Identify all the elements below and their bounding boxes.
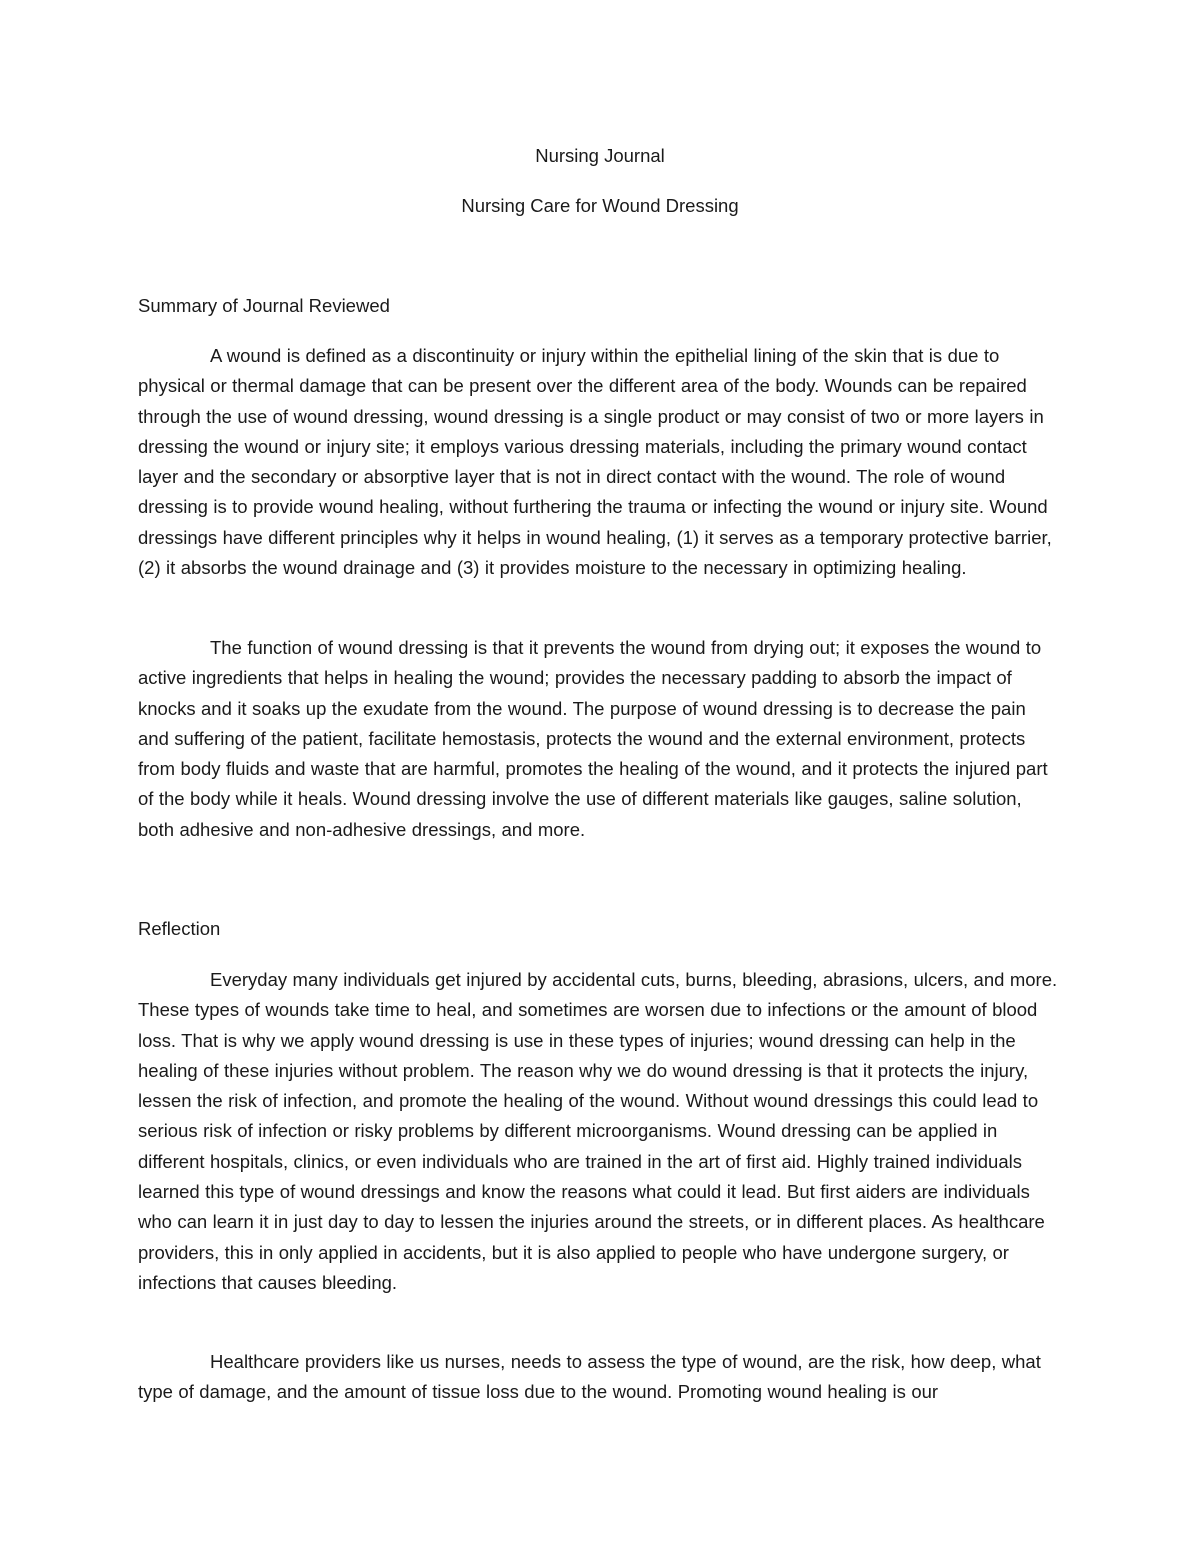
reflection-paragraph-2: Healthcare providers like us nurses, needs to assess the type of wound, are the risk, how deep, what type of damage, and the amount of tissue loss due to the wound. Promoting wound healing is our — [138, 1351, 1041, 1403]
document-title: Nursing Journal — [535, 145, 665, 166]
section-heading-summary: Summary of Journal Reviewed — [138, 295, 390, 316]
document-subtitle: Nursing Care for Wound Dressing — [461, 195, 739, 216]
summary-paragraph-1: A wound is defined as a discontinuity or injury within the epithelial lining of the skin that is due to physical or thermal damage that can be present over the different area of the body. Wounds can be repaired through the use of wound dressing, wound dressing is a single product or may consist of two or more layers in dressing the wound or injury site; it employs various dressing materials, including the primary wound contact layer and the secondary or absorptive layer that is not in direct contact with the wound. The role of wound dressing is to provide wound healing, without furthering the trauma or infecting the wound or injury site. Wound dressings have different principles why it helps in wound healing, (1) it serves as a temporary protective barrier, (2) it absorbs the wound drainage and (3) it provides moisture to the necessary in optimizing healing. — [138, 345, 1052, 579]
section-heading-reflection: Reflection — [138, 918, 221, 939]
summary-paragraph-2: The function of wound dressing is that it prevents the wound from drying out; it exposes the wound to active ingredients that helps in healing the wound; provides the necessary padding to absorb the impact of knocks and it soaks up the exudate from the wound. The purpose of wound dressing is to decrease the pain and suffering of the patient, facilitate hemostasis, protects the wound and the external environment, protects from body fluids and waste that are harmful, promotes the healing of the wound, and it protects the injured part of the body while it heals. Wound dressing involve the use of different materials like gauges, saline solution, both adhesive and non-adhesive dressings, and more. — [138, 637, 1048, 840]
reflection-paragraph-1: Everyday many individuals get injured by accidental cuts, burns, bleeding, abrasions, ulcers, and more. These types of wounds take time to heal, and sometimes are worsen due to infections or the amount of blood loss. That is why we apply wound dressing is use in these types of injuries; wound dressing can help in the healing of these injuries without problem. The reason why we do wound dressing is that it protects the injury, lessen the risk of infection, and promote the healing of the wound. Without wound dressings this could lead to serious risk of infection or risky problems by different microorganisms. Wound dressing can be applied in different hospitals, clinics, or even individuals who are trained in the art of first aid. Highly trained individuals learned this type of wound dressings and know the reasons what could it lead. But first aiders are individuals who can learn it in just day to day to lessen the injuries around the streets, or in different places. As healthcare providers, this in only applied in accidents, but it is also applied to people who have undergone surgery, or infections that causes bleeding. — [138, 969, 1058, 1293]
